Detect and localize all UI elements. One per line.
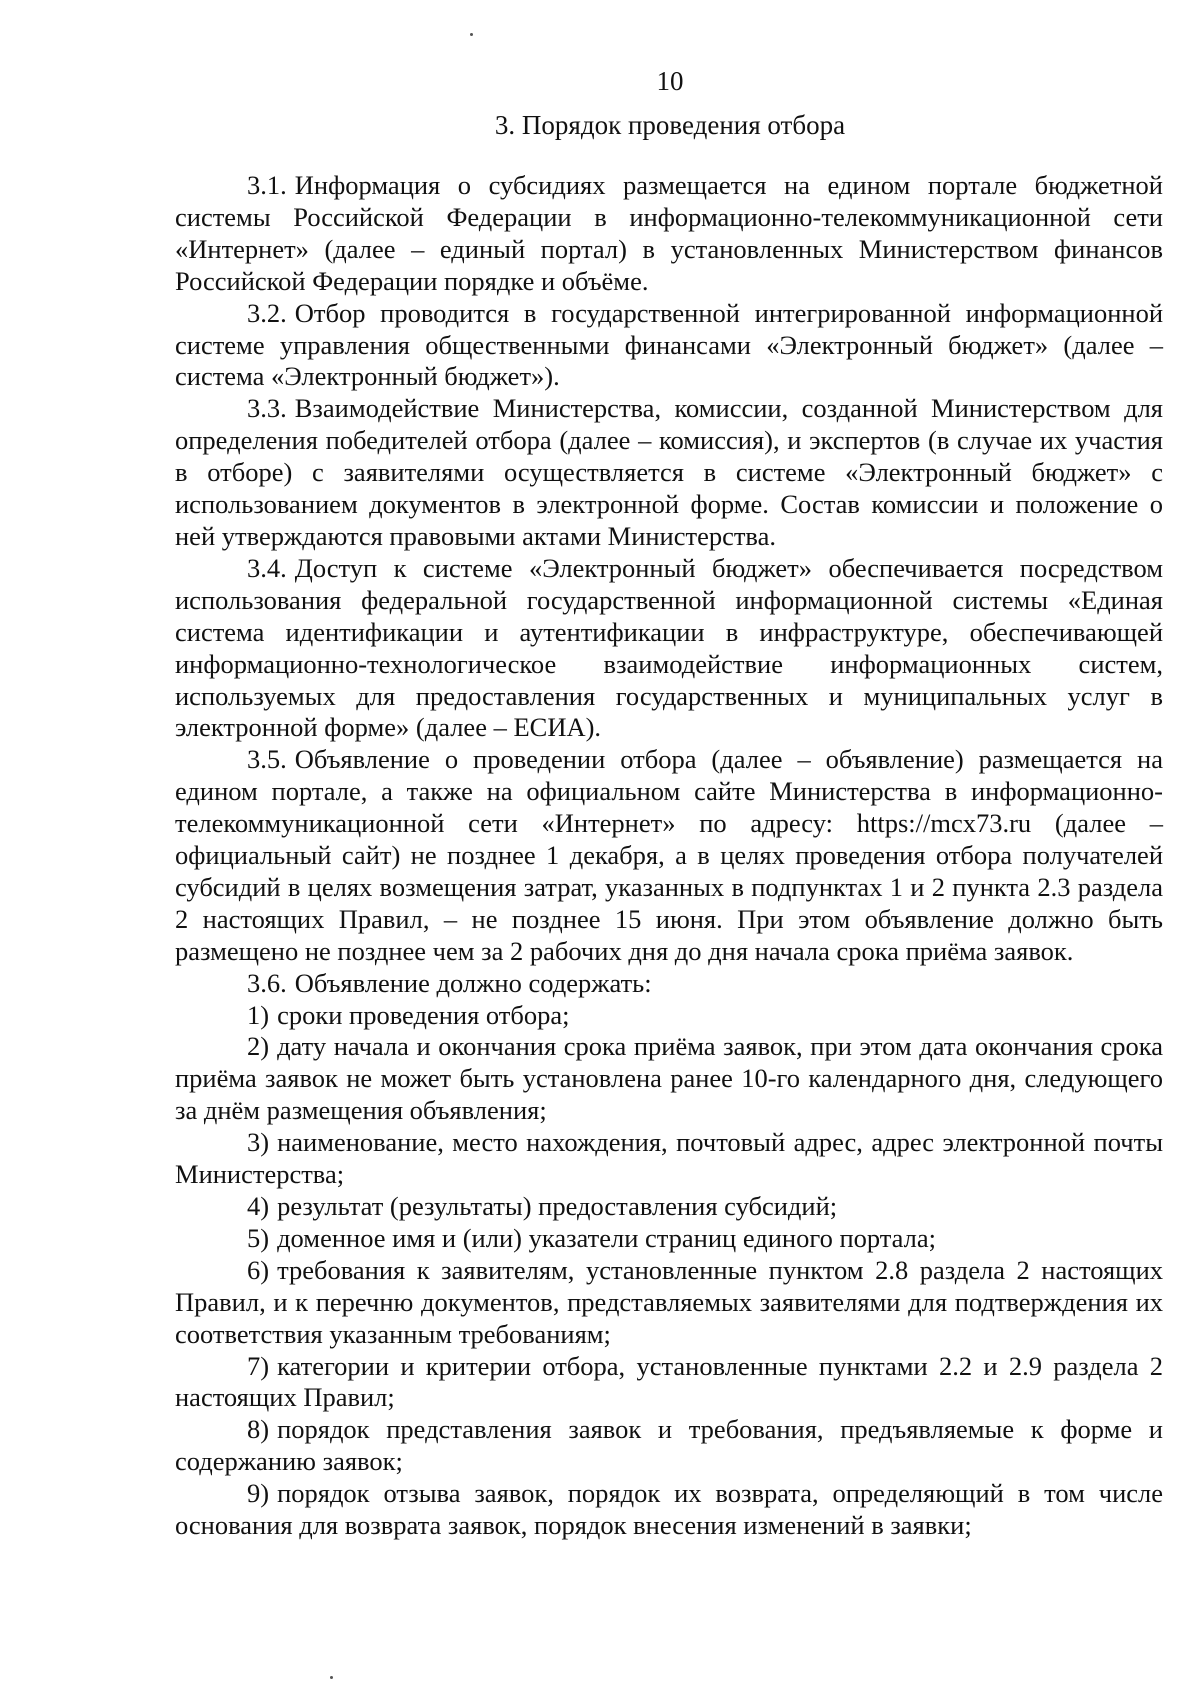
list-item-text: порядок отзыва заявок, порядок их возврата, определяющий в том числе основания для возврата заявок, порядок внесения изменений в заявки; [175,1478,1163,1541]
list-item-text: категории и критерии отбора, установленные пунктами 2.2 и 2.9 раздела 2 настоящих Правил; [175,1350,1163,1413]
list-item-number: 4) [247,1191,270,1221]
list-item-6 [175,1255,1163,1351]
paragraph-text: Взаимодействие Министерства, комиссии, созданной Министерством для определения победителей отбора (далее – комиссия), и экспертов (в случае их участия в отборе) с заявителями осуществляется в системе «Электронный бюджет» с использованием документов в электронной форме. Состав комиссии и положение о ней утверждаются правовыми актами Министерства. [175,393,1163,551]
list-item-number: 7) [247,1350,270,1381]
list-item-5 [175,1223,1163,1255]
paragraph-number: 3.6. [247,967,287,998]
list-item-number: 5) [247,1222,270,1253]
paragraph-number: 3.2. [247,297,287,328]
document-body [175,170,1163,1542]
list-item-text: требования к заявителям, установленные пунктом 2.8 раздела 2 настоящих Правил, и к перечню документов, представляемых заявителями для подтверждения их соответствия указанным требованиям; [175,1254,1163,1349]
paragraph-number: 3.5. [247,744,287,775]
paragraph-number: 3.4. [247,552,287,583]
paragraph-3-1 [175,170,1163,298]
page-number: 10 [656,66,684,96]
paragraph-3-5 [175,744,1163,967]
list-item-text: дату начала и окончания срока приёма заявок, при этом дата окончания срока приёма заявок не может быть установлена ранее 10-го календарного дня, следующего за днём размещения объявления; [175,1031,1163,1126]
paragraph-text: Объявление о проведении отбора (далее – объявление) размещается на едином портале, а также на официальном сайте Министерства в информационно-телекоммуникационной сети «Интернет» по адресу: https://mcx73.ru (далее – официальный сайт) не позднее 1 декабря, а в целях проведения отбора получателей субсидий в целях возмещения затрат, указанных в подпунктах 1 и 2 пункта 2.3 раздела 2 настоящих Правил, – не позднее 15 июня. При этом объявление должно быть размещено не позднее чем за 2 рабочих дня до дня начала срока приёма заявок. [175,744,1163,966]
paragraph-text: Информация о субсидиях размещается на едином портале бюджетной системы Российской Федерации в информационно-телекоммуникационной сети «Интернет» (далее – единый портал) в установленных Министерством финансов Российской Федерации порядке и объёме. [175,170,1163,296]
list-item-number: 8) [247,1414,270,1445]
list-item-text: наименование, место нахождения, почтовый адрес, адрес электронной почты Министерства; [175,1127,1163,1190]
list-item-8 [175,1414,1163,1478]
list-item-1 [175,1000,1163,1032]
paragraph-text: Объявление должно содержать: [294,967,652,998]
scan-speck [330,1676,333,1679]
list-item-number: 1) [247,999,270,1030]
list-item-4 [175,1191,1163,1223]
list-item-7 [175,1351,1163,1415]
scan-speck [470,33,473,36]
list-item-text: порядок представления заявок и требования, предъявляемые к форме и содержанию заявок; [175,1414,1163,1477]
paragraph-number: 3.1. [247,170,287,200]
paragraph-text: Доступ к системе «Электронный бюджет» обеспечивается посредством использования федеральной государственной информационной системы «Единая система идентификации и аутентификации в инфраструктуре, обеспечивающей информационно-технологическое взаимодействие информационных систем, используемых для предоставления государственных и муниципальных услуг в электронной форме» (далее – ЕСИА). [175,552,1163,743]
list-item-2 [175,1031,1163,1127]
paragraph-3-3 [175,393,1163,553]
list-item-number: 6) [247,1254,270,1285]
paragraph-3-4 [175,553,1163,744]
section-title: 3. Порядок проведения отбора [494,110,846,140]
list-item-text: результат (результаты) предоставления субсидий; [277,1191,838,1221]
list-item-number: 3) [247,1127,270,1158]
paragraph-3-2 [175,298,1163,394]
list-item-text: сроки проведения отбора; [277,999,570,1030]
list-item-number: 9) [247,1478,270,1509]
list-item-3 [175,1127,1163,1191]
list-item-9 [175,1478,1163,1542]
paragraph-number: 3.3. [247,393,287,424]
list-item-number: 2) [247,1031,270,1062]
list-item-text: доменное имя и (или) указатели страниц единого портала; [277,1222,937,1253]
paragraph-3-6 [175,968,1163,1000]
paragraph-text: Отбор проводится в государственной интегрированной информационной системе управления общественными финансами «Электронный бюджет» (далее – система «Электронный бюджет»). [175,297,1163,392]
